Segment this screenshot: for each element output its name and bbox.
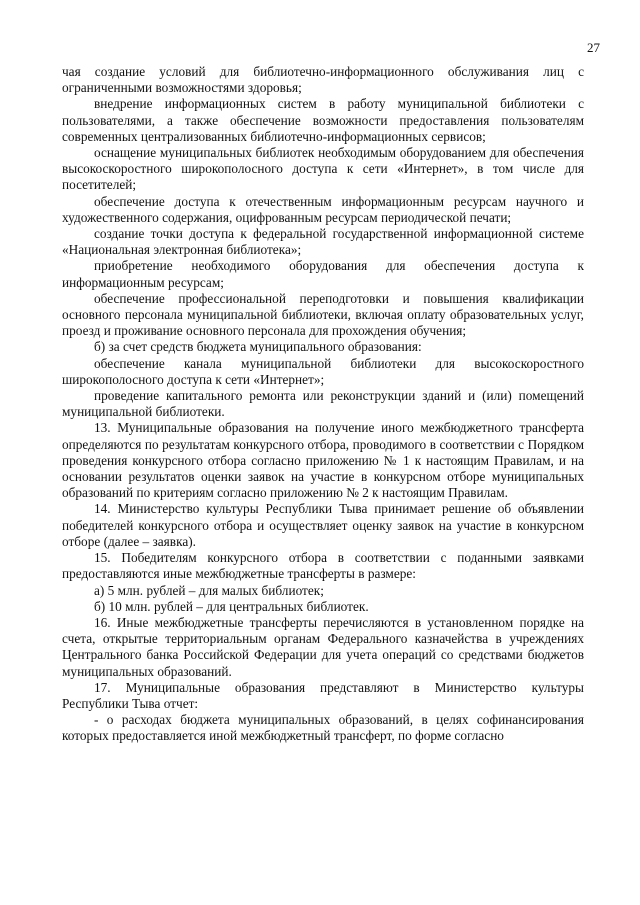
paragraph-continuation: чая создание условий для библиотечно-информационного обслуживания лиц с ограниченными возможностями здоровья; xyxy=(62,64,584,96)
paragraph: создание точки доступа к федеральной государственной информационной системе «Национальная электронная библиотека»; xyxy=(62,226,584,258)
paragraph: внедрение информационных систем в работу муниципальной библиотеки с пользователями, а также обеспечение возможности предоставления пользователям современных централизованных библиотечно-информационных сервисов; xyxy=(62,96,584,144)
paragraph: обеспечение доступа к отечественным информационным ресурсам научного и художественного содержания, оцифрованным ресурсам периодической печати; xyxy=(62,193,584,225)
paragraph: 14. Министерство культуры Республики Тыва принимает решение об объявлении победителей конкурсного отбора и осуществляет оценку заявок на участие в конкурсном отборе (далее – заявка). xyxy=(62,501,584,549)
paragraph: а) 5 млн. рублей – для малых библиотек; xyxy=(94,582,324,598)
paragraph: проведение капитального ремонта или реконструкции зданий и (или) помещений муниципальной библиотеки. xyxy=(62,388,584,420)
paragraph: - о расходах бюджета муниципальных образований, в целях софинансирования которых предоставляется иной межбюджетный трансферт, по форме согласно xyxy=(62,712,584,744)
paragraph: 16. Иные межбюджетные трансферты перечисляются в установленном порядке на счета, открытые территориальным органам Федерального казначейства в учреждениях Центрального банка Российской Федерации для учета операций со средствами бюджетов муниципальных образований. xyxy=(62,614,584,679)
paragraph: 17. Муниципальные образования представляют в Министерство культуры Республики Тыва отчет: xyxy=(62,679,584,711)
paragraph: 13. Муниципальные образования на получение иного межбюджетного трансферта определяются по результатам конкурсного отбора, проводимого в соответствии с Порядком проведения конкурсного отбора согласно приложению № 1 к настоящим Правилам, и на основании результатов оценки заявок на участие в конкурсном отборе муниципальных образований по критериям согласно приложению № 2 к настоящим Правилам. xyxy=(62,420,584,501)
paragraph: оснащение муниципальных библиотек необходимым оборудованием для обеспечения высокоскоростного широкополосного доступа к сети «Интернет», в том числе для посетителей; xyxy=(62,145,584,193)
paragraph: обеспечение канала муниципальной библиотеки для высокоскоростного широкополосного доступа к сети «Интернет»; xyxy=(62,355,584,387)
paragraph: б) за счет средств бюджета муниципального образования: xyxy=(94,339,422,355)
document-body xyxy=(62,64,584,745)
paragraph: 15. Победителям конкурсного отбора в соответствии с поданными заявками предоставляются иные межбюджетные трансферты в размере: xyxy=(62,550,584,582)
paragraph: б) 10 млн. рублей – для центральных библиотек. xyxy=(94,598,369,614)
paragraph: приобретение необходимого оборудования для обеспечения доступа к информационным ресурсам; xyxy=(62,258,584,290)
page-number: 27 xyxy=(587,40,600,55)
paragraph: обеспечение профессиональной переподготовки и повышения квалификации основного персонала муниципальной библиотеки, включая оплату образовательных услуг, проезд и проживание основного персонала для прохождения обучения; xyxy=(62,290,584,339)
